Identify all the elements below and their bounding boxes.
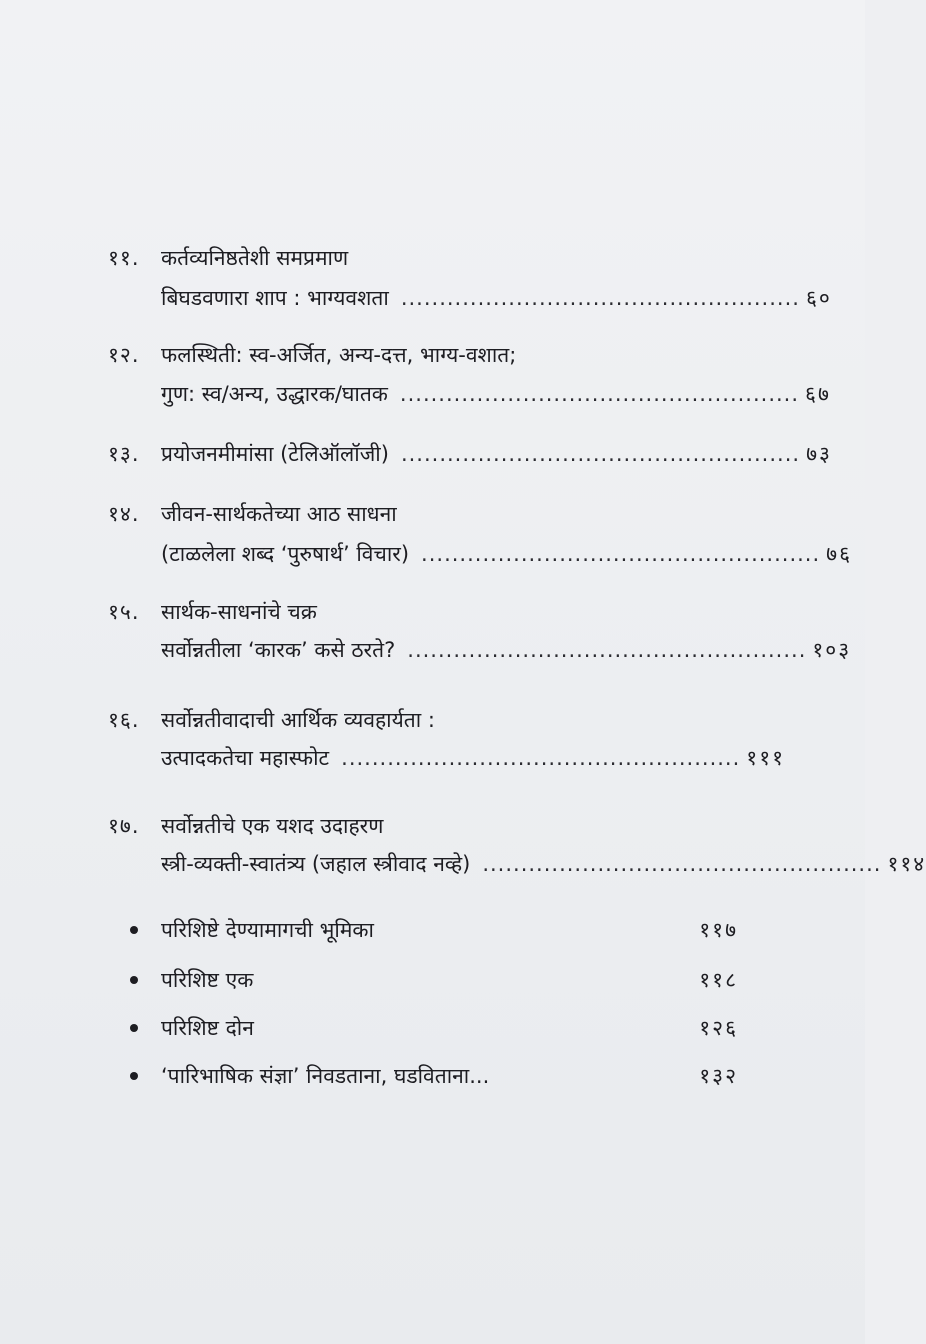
bullet-icon: [130, 1072, 138, 1080]
entry-title-line2: गुण: स्व/अन्य, उद्धारक/घातक: [161, 382, 388, 406]
entry-number: १५.: [108, 600, 140, 624]
entry-title-line2: बिघडवणारा शाप : भाग्यवशता: [161, 286, 389, 310]
dot-leader: ....................................................: [400, 442, 801, 466]
entry-leader-row[interactable]: [161, 850, 926, 878]
entry-leader-row[interactable]: [161, 380, 831, 408]
dot-leader: ....................................................: [399, 382, 800, 406]
entry-number: ११.: [108, 246, 140, 270]
page-number: ६७: [805, 382, 831, 406]
entry-title-line2: उत्पादकतेचा महास्फोट: [161, 746, 330, 770]
entry-number: १२.: [108, 343, 140, 367]
bullet-icon: [130, 926, 138, 934]
entry-number: १६.: [108, 708, 140, 732]
entry-leader-row[interactable]: [161, 636, 852, 664]
entry-title-line1: सर्वोन्नतीचे एक यशद उदाहरण: [161, 814, 384, 838]
dot-leader: ....................................................: [421, 542, 821, 566]
page-number: ६०: [805, 286, 832, 310]
entry-leader-row[interactable]: [161, 744, 786, 772]
entry-title-line2: सर्वोन्नतीला ‘कारक’ कसे ठरते?: [161, 638, 396, 662]
entry-title-line1: सर्वोन्नतीवादाची आर्थिक व्यवहार्यता :: [161, 708, 435, 732]
entry-number: १४.: [108, 502, 140, 526]
appendix-title: परिशिष्टे देण्यामागची भूमिका: [161, 918, 374, 942]
entry-title-line1: जीवन-सार्थकतेच्या आठ साधना: [161, 502, 397, 526]
appendix-title: ‘पारिभाषिक संज्ञा’ निवडताना, घडविताना...: [161, 1064, 490, 1088]
entry-title-line1: सार्थक-साधनांचे चक्र: [161, 600, 317, 624]
entry-title: प्रयोजनमीमांसा (टेलिऑलॉजी): [161, 442, 389, 466]
page-number: ११४: [887, 852, 926, 876]
bullet-icon: [130, 976, 138, 984]
dot-leader: ....................................................: [407, 638, 807, 662]
entry-leader-row[interactable]: [161, 284, 832, 312]
entry-number: १३.: [108, 442, 140, 466]
bullet-icon: [130, 1024, 138, 1032]
page-number: १२६: [699, 1016, 738, 1040]
page-number: ७६: [826, 542, 853, 566]
appendix-title: परिशिष्ट एक: [161, 968, 254, 992]
dot-leader: ....................................................: [400, 286, 800, 310]
page-number: १११: [746, 746, 786, 770]
entry-leader-row[interactable]: [161, 440, 832, 468]
entry-title-line1: फलस्थिती: स्व-अर्जित, अन्य-दत्त, भाग्य-वशात;: [161, 343, 517, 367]
entry-leader-row[interactable]: [161, 540, 853, 568]
page-number: १०३: [812, 638, 852, 662]
dot-leader: ....................................................: [341, 746, 741, 770]
page-number: ११७: [699, 918, 738, 942]
dot-leader: ....................................................: [482, 852, 882, 876]
entry-title-line2: (टाळलेला शब्द ‘पुरुषार्थ’ विचार): [161, 542, 410, 566]
entry-number: १७.: [108, 814, 140, 838]
entry-title-line2: स्त्री-व्यक्ती-स्वातंत्र्य (जहाल स्त्रीवाद नव्हे): [161, 852, 471, 876]
page-number: ७३: [806, 442, 832, 466]
page-number: १३२: [699, 1064, 738, 1088]
appendix-title: परिशिष्ट दोन: [161, 1016, 254, 1040]
page-number: ११८: [699, 968, 738, 992]
entry-title-line1: कर्तव्यनिष्ठतेशी समप्रमाण: [161, 246, 349, 270]
